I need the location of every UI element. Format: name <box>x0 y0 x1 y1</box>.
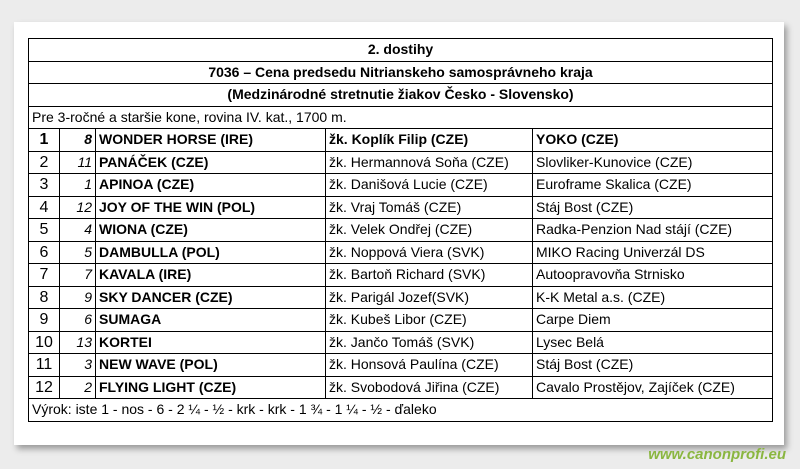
result-row <box>29 354 773 377</box>
result-owner: Stáj Bost (CZE) <box>533 196 773 219</box>
result-position: 9 <box>29 309 60 332</box>
result-start-number: 6 <box>60 309 96 332</box>
result-owner: YOKO (CZE) <box>533 129 773 152</box>
result-start-number: 8 <box>60 129 96 152</box>
result-rider: žk. Koplík Filip (CZE) <box>326 129 533 152</box>
result-row <box>29 264 773 287</box>
result-position: 7 <box>29 264 60 287</box>
race-margins: Výrok: iste 1 - nos - 6 - 2 ¼ - ½ - krk - krk - 1 ¾ - 1 ¼ - ½ - ďaleko <box>29 399 773 422</box>
result-rider: žk. Velek Ondřej (CZE) <box>326 219 533 242</box>
watermark: www.canonprofi.eu <box>648 446 786 463</box>
race-subtitle: (Medzinárodné stretnutie žiakov Česko - Slovensko) <box>29 84 773 107</box>
result-start-number: 5 <box>60 241 96 264</box>
result-rider: žk. Honsová Paulína (CZE) <box>326 354 533 377</box>
result-position: 3 <box>29 174 60 197</box>
result-position: 6 <box>29 241 60 264</box>
result-horse: SKY DANCER (CZE) <box>96 286 326 309</box>
result-start-number: 9 <box>60 286 96 309</box>
result-start-number: 11 <box>60 151 96 174</box>
result-position: 10 <box>29 331 60 354</box>
result-row <box>29 129 773 152</box>
result-position: 4 <box>29 196 60 219</box>
race-subtitle-row <box>29 84 773 107</box>
result-rider: žk. Svobodová Jiřina (CZE) <box>326 376 533 399</box>
result-rider: žk. Hermannová Soňa (CZE) <box>326 151 533 174</box>
result-horse: WIONA (CZE) <box>96 219 326 242</box>
result-row <box>29 376 773 399</box>
result-owner: Euroframe Skalica (CZE) <box>533 174 773 197</box>
result-horse: NEW WAVE (POL) <box>96 354 326 377</box>
result-row <box>29 331 773 354</box>
result-owner: Stáj Bost (CZE) <box>533 354 773 377</box>
result-row <box>29 151 773 174</box>
result-row <box>29 309 773 332</box>
result-row <box>29 241 773 264</box>
result-horse: KAVALA (IRE) <box>96 264 326 287</box>
result-start-number: 4 <box>60 219 96 242</box>
result-horse: KORTEI <box>96 331 326 354</box>
result-horse: APINOA (CZE) <box>96 174 326 197</box>
race-conditions: Pre 3-ročné a staršie kone, rovina IV. kat., 1700 m. <box>29 106 773 129</box>
result-position: 5 <box>29 219 60 242</box>
result-position: 1 <box>29 129 60 152</box>
race-conditions-row <box>29 106 773 129</box>
result-start-number: 2 <box>60 376 96 399</box>
result-position: 12 <box>29 376 60 399</box>
result-start-number: 12 <box>60 196 96 219</box>
result-position: 8 <box>29 286 60 309</box>
result-owner: K-K Metal a.s. (CZE) <box>533 286 773 309</box>
result-horse: FLYING LIGHT (CZE) <box>96 376 326 399</box>
result-horse: JOY OF THE WIN (POL) <box>96 196 326 219</box>
result-rider: žk. Noppová Viera (SVK) <box>326 241 533 264</box>
result-row <box>29 174 773 197</box>
result-owner: Carpe Diem <box>533 309 773 332</box>
result-owner: MIKO Racing Univerzál DS <box>533 241 773 264</box>
margins-row <box>29 399 773 422</box>
result-rider: žk. Parigál Jozef(SVK) <box>326 286 533 309</box>
race-name-row <box>29 61 773 84</box>
result-rider: žk. Vraj Tomáš (CZE) <box>326 196 533 219</box>
result-horse: WONDER HORSE (IRE) <box>96 129 326 152</box>
result-horse: SUMAGA <box>96 309 326 332</box>
result-start-number: 3 <box>60 354 96 377</box>
result-start-number: 7 <box>60 264 96 287</box>
result-rider: žk. Jančo Tomáš (SVK) <box>326 331 533 354</box>
race-title: 2. dostihy <box>29 39 773 62</box>
result-row <box>29 286 773 309</box>
race-title-row <box>29 39 773 62</box>
result-owner: Radka-Penzion Nad stájí (CZE) <box>533 219 773 242</box>
result-rider: žk. Danišová Lucie (CZE) <box>326 174 533 197</box>
result-owner: Cavalo Prostějov, Zajíček (CZE) <box>533 376 773 399</box>
result-owner: Autoopravovňa Strnisko <box>533 264 773 287</box>
result-horse: DAMBULLA (POL) <box>96 241 326 264</box>
result-horse: PANÁČEK (CZE) <box>96 151 326 174</box>
result-owner: Lysec Belá <box>533 331 773 354</box>
result-position: 2 <box>29 151 60 174</box>
result-start-number: 1 <box>60 174 96 197</box>
results-table <box>28 38 773 422</box>
result-row <box>29 219 773 242</box>
result-rider: žk. Kubeš Libor (CZE) <box>326 309 533 332</box>
result-position: 11 <box>29 354 60 377</box>
race-name: 7036 – Cena predsedu Nitrianskeho samosprávneho kraja <box>29 61 773 84</box>
result-rider: žk. Bartoň Richard (SVK) <box>326 264 533 287</box>
result-owner: Slovliker-Kunovice (CZE) <box>533 151 773 174</box>
result-row <box>29 196 773 219</box>
result-start-number: 13 <box>60 331 96 354</box>
